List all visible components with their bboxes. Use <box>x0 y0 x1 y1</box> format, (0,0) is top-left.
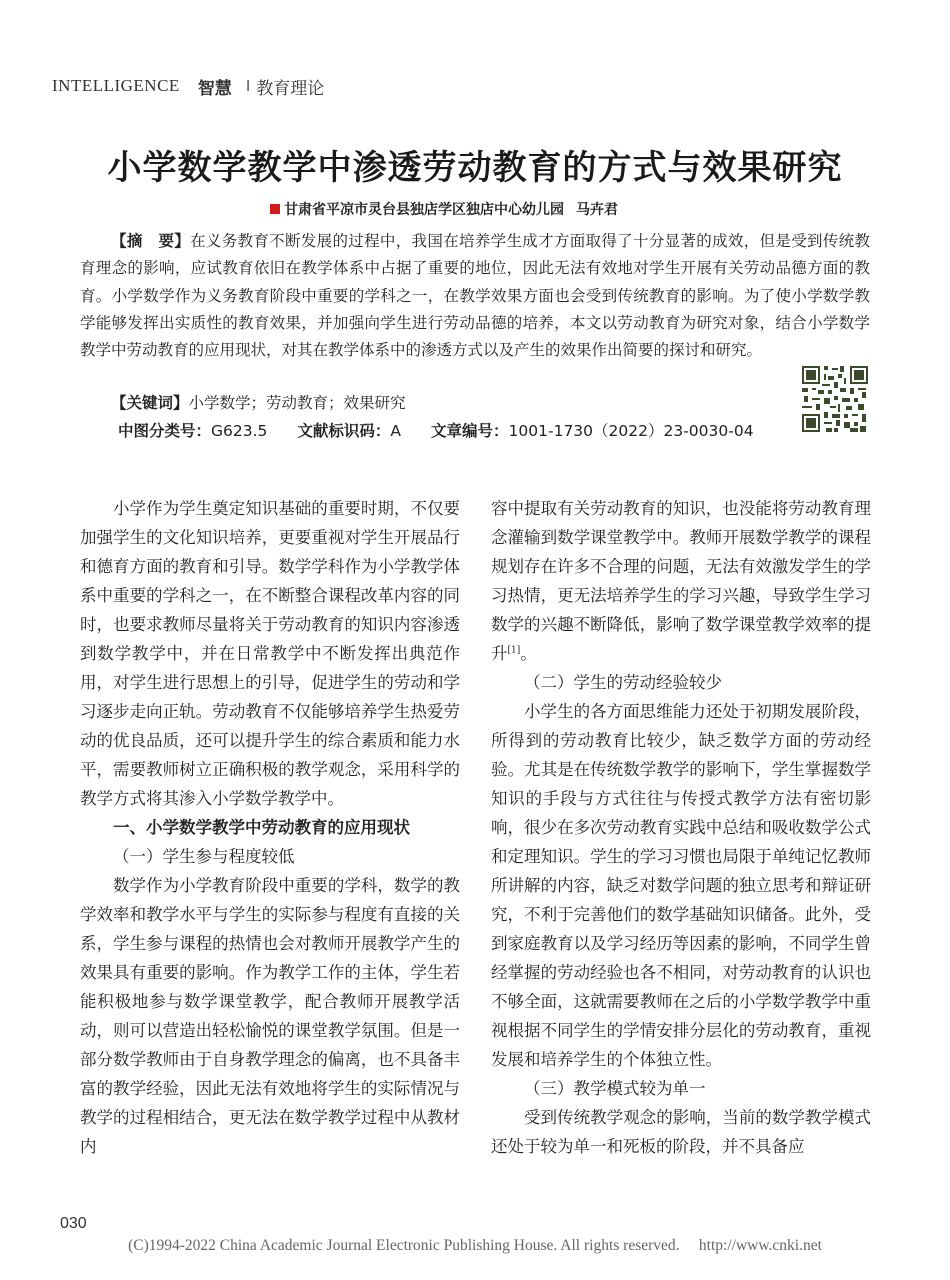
journal-name-en: INTELLIGENCE <box>52 76 180 95</box>
body-paragraph-1-2: 小学生的各方面思维能力还处于初期发展阶段，所得到的劳动教育比较少，缺乏数学方面的劳动经验。尤其是在传统数学教学的影响下，学生掌握数学知识的手段与方式往往与传授式教学方法有密切影响，很少在多次劳动教育实践中总结和吸收数学公式和定理知识。学生的学习习惯也局限于单纯记忆教师所讲解的内容，缺乏对数学问题的独立思考和辩证研究，不利于完善他们的数学基础知识储备。此外，受到家庭教育以及学习经历等因素的影响，不同学生曾经掌握的劳动经验也各不相同，对劳动教育的认识也不够全面，这就需要教师在之后的小学数学教学中重视根据不同学生的学情安排分层化的劳动教育，重视发展和培养学生的个体独立性。 <box>491 702 871 1069</box>
body-paragraph-continued <box>491 494 871 668</box>
article-number-value: 1001-1730（2022）23-0030-04 <box>508 422 754 440</box>
header-separator: I <box>245 77 251 95</box>
left-column <box>80 494 460 1161</box>
journal-name-cn: 智慧 <box>197 78 232 99</box>
copyright-line: (C)1994-2022 China Academic Journal Electronic Publishing House. All rights reserved. http://www.cnki.net <box>128 1237 822 1254</box>
article-title: 小学数学教学中渗透劳动教育的方式与效果研究 <box>107 148 843 188</box>
abstract-text: 在义务教育不断发展的过程中，我国在培养学生成才方面取得了十分显著的成效，但是受到传统教育理念的影响，应试教育依旧在教学体系中占据了重要的地位，因此无法有效地对学生开展有关劳动品德方面的教育。小学数学作为义务教育阶段中重要的学科之一，在教学效果方面也会受到传统教育的影响。为了使小学数学教学能够发挥出实质性的教育效果，并加强向学生进行劳动品德的培养，本文以劳动教育为研究对象，结合小学数学教学中劳动教育的应用现状，对其在教学体系中的渗透方式以及产生的效果作出简要的探讨和研究。 <box>80 232 870 360</box>
doc-code-value: A <box>390 422 402 440</box>
keywords <box>111 390 406 417</box>
doc-code-label: 文献标识码： <box>297 422 391 440</box>
author-name: 马卉君 <box>576 202 618 218</box>
journal-header <box>52 74 324 98</box>
body-paragraph-1-1: 数学作为小学教育阶段中重要的学科，数学的教学效率和教学水平与学生的实际参与程度有直接的关系，学生参与课程的热情也会对教师开展教学产生的效果具有重要的影响。作为教学工作的主体，学生若能积极地参与数学课堂教学，配合教师开展教学活动，则可以营造出轻松愉悦的课堂教学氛围。但是一部分数学教师由于自身教学理念的偏离，也不具备丰富的教学经验，因此无法有效地将学生的实际情况与教学的过程相结合，更无法在数学教学过程中从教材内 <box>80 876 460 1156</box>
section-heading-1: 一、小学数学教学中劳动教育的应用现状 <box>113 818 410 837</box>
classification-line <box>118 418 784 445</box>
reference-citation[interactable]: [1] <box>507 645 521 656</box>
continued-text-end: 。 <box>520 644 537 663</box>
subsection-heading-1-1: （一）学生参与程度较低 <box>113 847 295 866</box>
subsection-heading-1-3: （三）教学模式较为单一 <box>524 1079 706 1098</box>
right-column <box>491 494 871 1161</box>
continued-text: 容中提取有关劳动教育的知识，也没能将劳动教育理念灌输到数学课堂教学中。教师开展数学教学的课程规划存在许多不合理的问题，无法有效激发学生的学习热情，更无法培养学生的学习兴趣，导致学生学习数学的兴趣不断降低，影响了数学课堂教学效率的提升 <box>491 499 871 663</box>
section-name: 教育理论 <box>256 78 325 99</box>
abstract-label: 【摘 要】 <box>111 232 191 250</box>
clc-value: G623.5 <box>211 422 268 440</box>
article-number-label: 文章编号： <box>431 422 509 440</box>
body-paragraph-intro: 小学作为学生奠定知识基础的重要时期，不仅要加强学生的文化知识培养，更要重视对学生开展品行和德育方面的教育和引导。数学学科作为小学教学体系中重要的学科之一，在不断整合课程改革内容的同时，也要求教师尽量将关于劳动教育的知识内容渗透到数学教学中，并在日常教学中不断发挥出典范作用，对学生进行思想上的引导，促进学生的劳动和学习逐步走向正轨。劳动教育不仅能够培养学生热爱劳动的优良品质，还可以提升学生的综合素质和能力水平，需要教师树立正确积极的教学观念，采用科学的教学方式将其渗入小学数学教学中。 <box>80 499 460 808</box>
keywords-text: 小学数学；劳动教育；效果研究 <box>188 394 406 412</box>
subsection-heading-1-2: （二）学生的劳动经验较少 <box>524 673 722 692</box>
author-affiliation: 甘肃省平凉市灵台县独店学区独店中心幼儿园 <box>284 202 564 218</box>
qr-code-icon[interactable] <box>800 364 870 434</box>
body-paragraph-1-3: 受到传统教学观念的影响，当前的数学教学模式还处于较为单一和死板的阶段，并不具备应 <box>491 1108 871 1156</box>
keywords-label: 【关键词】 <box>111 394 189 412</box>
abstract <box>80 228 870 364</box>
red-square-icon <box>270 204 280 214</box>
author-line <box>270 199 618 219</box>
page-number: 030 <box>60 1215 87 1232</box>
clc-label: 中图分类号： <box>118 422 212 440</box>
